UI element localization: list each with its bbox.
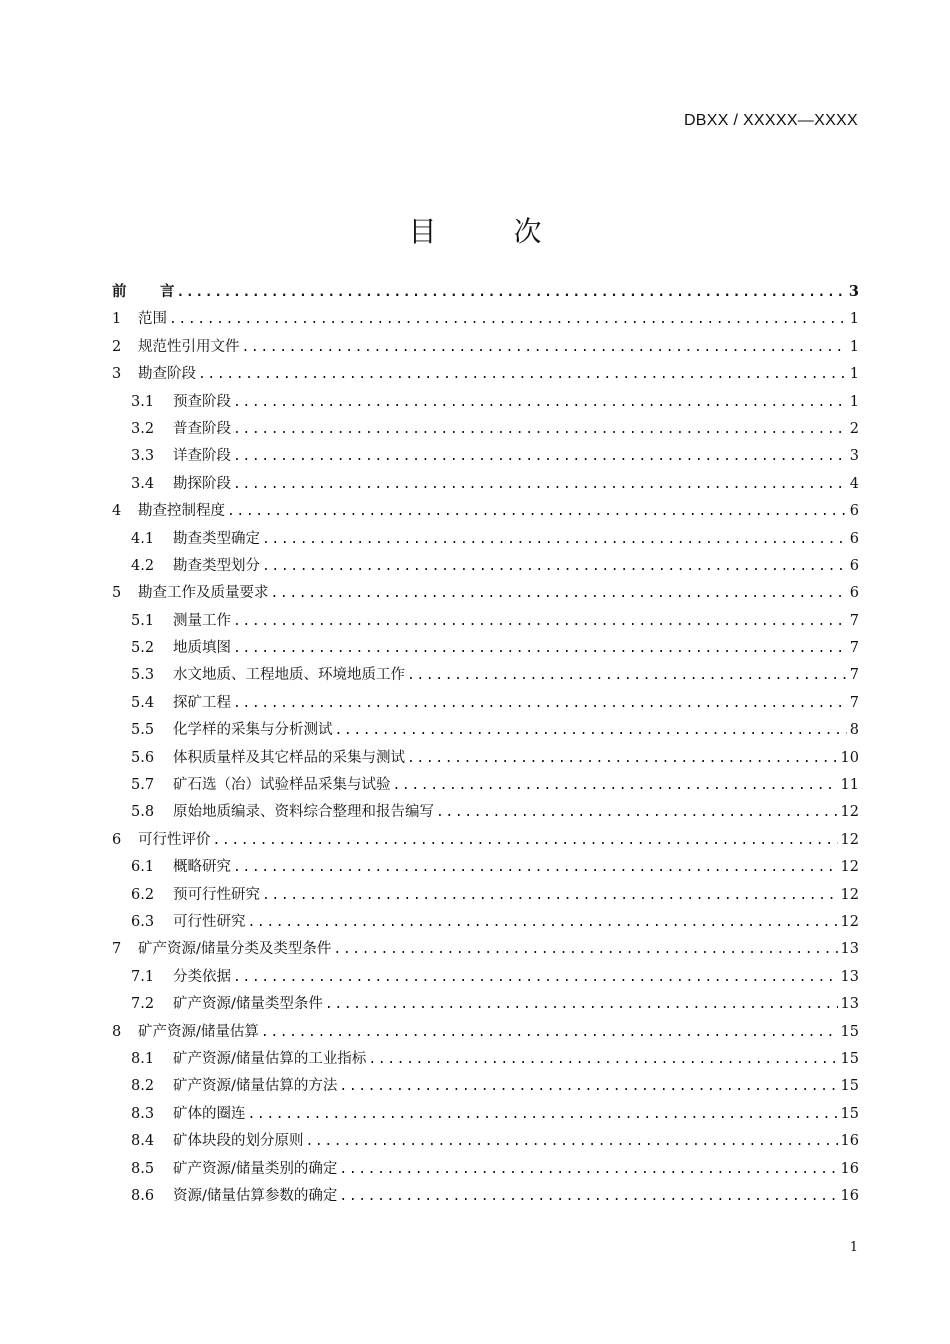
toc-section-number: 5 [112, 585, 122, 602]
toc-entry[interactable] [112, 472, 859, 499]
toc-section-number: 3.1 [131, 393, 155, 410]
toc-section-title: 矿石选（冶）试验样品采集与试验 [173, 777, 391, 794]
toc-section-number: 8 [112, 1023, 122, 1040]
toc-section-title: 勘查类型确定 [173, 530, 260, 547]
toc-page-number: 15 [840, 1023, 859, 1040]
toc-page-number: 16 [840, 1133, 859, 1150]
dot-leader [339, 1162, 837, 1177]
dot-leader [339, 1079, 837, 1094]
toc-entry[interactable] [112, 390, 859, 417]
dot-leader [177, 285, 846, 300]
toc-entry[interactable] [112, 527, 859, 554]
toc-page-number: 3 [849, 448, 859, 465]
dot-leader [339, 1189, 837, 1204]
toc-section-title: 普查阶段 [173, 420, 231, 437]
toc-section-title: 矿产资源/储量估算的方法 [173, 1078, 338, 1095]
toc-section-number: 8.6 [131, 1187, 155, 1204]
toc-section-number: 5.6 [131, 749, 155, 766]
toc-entry[interactable] [112, 1102, 859, 1129]
toc-entry-preface[interactable] [112, 280, 859, 307]
toc-entry[interactable] [112, 609, 859, 636]
toc-section-number: 7.2 [131, 996, 155, 1013]
dot-leader [233, 422, 847, 437]
toc-page-number: 7 [849, 694, 859, 711]
toc-section-title: 测量工作 [173, 612, 231, 629]
dot-leader [233, 449, 847, 464]
dot-leader [233, 696, 847, 711]
toc-section-number: 6.3 [131, 913, 155, 930]
toc-page-number: 16 [840, 1187, 859, 1204]
toc-page-number: 7 [849, 640, 859, 657]
toc-page-number: 11 [840, 777, 859, 794]
dot-leader [248, 915, 838, 930]
toc-section-title: 矿体的圈连 [173, 1105, 246, 1122]
toc-section-title: 水文地质、工程地质、环境地质工作 [173, 667, 405, 684]
toc-page-number: 4 [849, 475, 859, 492]
toc-entry[interactable] [112, 362, 859, 389]
dot-leader [436, 805, 838, 820]
toc-section-title: 分类依据 [173, 968, 231, 985]
toc-section-number: 6.1 [131, 859, 155, 876]
dot-leader [262, 559, 847, 574]
dot-leader [325, 997, 838, 1012]
toc-section-title: 勘查控制程度 [138, 503, 225, 520]
toc-page-number: 2 [849, 420, 859, 437]
toc-entry[interactable] [112, 910, 859, 937]
dot-leader [262, 888, 838, 903]
toc-page-number: 12 [840, 804, 859, 821]
toc-page-number: 6 [849, 530, 859, 547]
page-number-footer: 1 [849, 1240, 858, 1255]
dot-leader [213, 833, 838, 848]
toc-page-number: 15 [840, 1078, 859, 1095]
toc-section-title: 探矿工程 [173, 694, 231, 711]
dot-leader [261, 1025, 838, 1040]
toc-section-number: 8.5 [131, 1160, 155, 1177]
toc-entry[interactable] [112, 965, 859, 992]
toc-section-title: 矿产资源/储量分类及类型条件 [138, 941, 332, 958]
toc-page-number: 13 [840, 968, 859, 985]
toc-section-title: 矿产资源/储量估算的工业指标 [173, 1050, 367, 1067]
toc-entry[interactable] [112, 992, 859, 1019]
page-title: 目 次 [408, 215, 576, 248]
toc-entry[interactable] [112, 855, 859, 882]
document-code: DBXX / XXXXX—XXXX [683, 112, 858, 129]
toc-section-number: 6.2 [131, 886, 155, 903]
toc-page-number: 3 [848, 283, 859, 300]
toc-section-title: 详查阶段 [173, 448, 231, 465]
toc-section-number: 4.2 [131, 557, 155, 574]
toc-page-number: 12 [840, 913, 859, 930]
toc-section-number: 8.1 [131, 1050, 155, 1067]
toc-page-number: 12 [840, 886, 859, 903]
toc-section-number: 3.2 [131, 420, 155, 437]
toc-section-number: 5.1 [131, 612, 155, 629]
dot-leader [271, 586, 847, 601]
toc-section-title: 原始地质编录、资料综合整理和报告编写 [173, 804, 434, 821]
dot-leader [242, 340, 847, 355]
toc-entry[interactable] [112, 718, 859, 745]
toc-section-number: 1 [112, 311, 122, 328]
toc-section-title: 地质填图 [173, 640, 231, 657]
toc-page-number: 10 [840, 749, 859, 766]
toc-section-number: 3.3 [131, 448, 155, 465]
toc-section-number: 2 [112, 338, 122, 355]
toc-section-number: 8.3 [131, 1105, 155, 1122]
toc-section-number: 5.4 [131, 694, 155, 711]
toc-section-number: 5.3 [131, 667, 155, 684]
toc-page-number: 6 [849, 503, 859, 520]
toc-section-title: 矿产资源/储量估算 [138, 1023, 259, 1040]
toc-section-title: 矿产资源/储量类型条件 [173, 996, 323, 1013]
toc-page-number: 1 [849, 393, 859, 410]
dot-leader [233, 395, 847, 410]
toc-page-number: 7 [849, 612, 859, 629]
dot-leader [233, 614, 847, 629]
toc-entry[interactable] [112, 1157, 859, 1184]
dot-leader [306, 1134, 838, 1149]
dot-leader [407, 668, 847, 683]
preface-label-first: 前 [112, 283, 127, 300]
toc-section-title: 体积质量样及其它样品的采集与测试 [173, 749, 405, 766]
toc-section-number: 3.4 [131, 475, 155, 492]
toc-section-title: 范围 [138, 311, 167, 328]
toc-entry[interactable] [112, 663, 859, 690]
toc-entry[interactable] [112, 1184, 859, 1211]
toc-section-number: 8.2 [131, 1078, 155, 1095]
toc-entry[interactable] [112, 746, 859, 773]
dot-leader [198, 367, 847, 382]
toc-section-title: 预查阶段 [173, 393, 231, 410]
toc-page-number: 13 [840, 941, 859, 958]
toc-entry[interactable] [112, 444, 859, 471]
toc-entry[interactable] [112, 937, 859, 964]
toc-entry[interactable] [112, 883, 859, 910]
toc-page-number: 13 [840, 996, 859, 1013]
toc-entry[interactable] [112, 1020, 859, 1047]
preface-label-second: 言 [160, 284, 175, 300]
toc-section-title: 勘探阶段 [173, 475, 231, 492]
dot-leader [169, 312, 847, 327]
toc-entry[interactable] [112, 335, 859, 362]
toc-entry[interactable] [112, 1074, 859, 1101]
toc-entry[interactable] [112, 1047, 859, 1074]
toc-page-number: 12 [840, 831, 859, 848]
toc-entry[interactable] [112, 800, 859, 827]
table-of-contents [112, 280, 859, 1211]
toc-page-number: 8 [849, 722, 859, 739]
toc-entry[interactable] [112, 417, 859, 444]
toc-section-title: 规范性引用文件 [138, 338, 240, 355]
toc-page-number: 1 [849, 338, 859, 355]
dot-leader [368, 1052, 837, 1067]
toc-entry[interactable] [112, 1129, 859, 1156]
dot-leader [233, 641, 847, 656]
toc-section-title: 矿体块段的划分原则 [173, 1133, 304, 1150]
toc-section-title: 勘查类型划分 [173, 557, 260, 574]
toc-section-number: 3 [112, 366, 122, 383]
toc-page-number: 1 [849, 366, 859, 383]
toc-section-title: 勘查阶段 [138, 366, 196, 383]
dot-leader [233, 860, 838, 875]
toc-section-title: 化学样的采集与分析测试 [173, 722, 333, 739]
toc-page-number: 12 [840, 859, 859, 876]
toc-section-title: 可行性评价 [138, 831, 211, 848]
dot-leader [262, 532, 847, 547]
toc-entry[interactable] [112, 581, 859, 608]
dot-leader [248, 1107, 838, 1122]
toc-page-number: 7 [849, 667, 859, 684]
dot-leader [407, 751, 838, 766]
toc-section-number: 4 [112, 503, 122, 520]
toc-section-title: 预可行性研究 [173, 886, 260, 903]
dot-leader [233, 970, 838, 985]
dot-leader [333, 942, 837, 957]
toc-section-number: 7 [112, 941, 122, 958]
toc-page-number: 6 [849, 557, 859, 574]
toc-section-number: 8.4 [131, 1133, 155, 1150]
toc-section-number: 5.5 [131, 722, 155, 739]
toc-entry[interactable] [112, 307, 859, 334]
toc-section-title: 勘查工作及质量要求 [138, 585, 269, 602]
toc-page-number: 15 [840, 1050, 859, 1067]
toc-section-number: 5.8 [131, 804, 155, 821]
dot-leader [335, 723, 847, 738]
toc-page-number: 16 [840, 1160, 859, 1177]
toc-section-title: 矿产资源/储量类别的确定 [173, 1160, 338, 1177]
dot-leader [393, 778, 838, 793]
toc-section-number: 5.7 [131, 777, 155, 794]
toc-entry[interactable] [112, 554, 859, 581]
toc-entry[interactable] [112, 636, 859, 663]
toc-entry[interactable] [112, 499, 859, 526]
toc-section-number: 5.2 [131, 640, 155, 657]
toc-page-number: 15 [840, 1105, 859, 1122]
dot-leader [227, 504, 847, 519]
toc-section-title: 资源/储量估算参数的确定 [173, 1187, 338, 1204]
toc-section-number: 6 [112, 831, 122, 848]
toc-entry[interactable] [112, 773, 859, 800]
toc-entry[interactable] [112, 828, 859, 855]
toc-section-title: 概略研究 [173, 859, 231, 876]
toc-section-number: 7.1 [131, 968, 155, 985]
toc-page-number: 1 [849, 311, 859, 328]
toc-section-number: 4.1 [131, 530, 155, 547]
toc-entry[interactable] [112, 691, 859, 718]
dot-leader [233, 477, 847, 492]
toc-section-title: 可行性研究 [173, 913, 246, 930]
toc-page-number: 6 [849, 585, 859, 602]
